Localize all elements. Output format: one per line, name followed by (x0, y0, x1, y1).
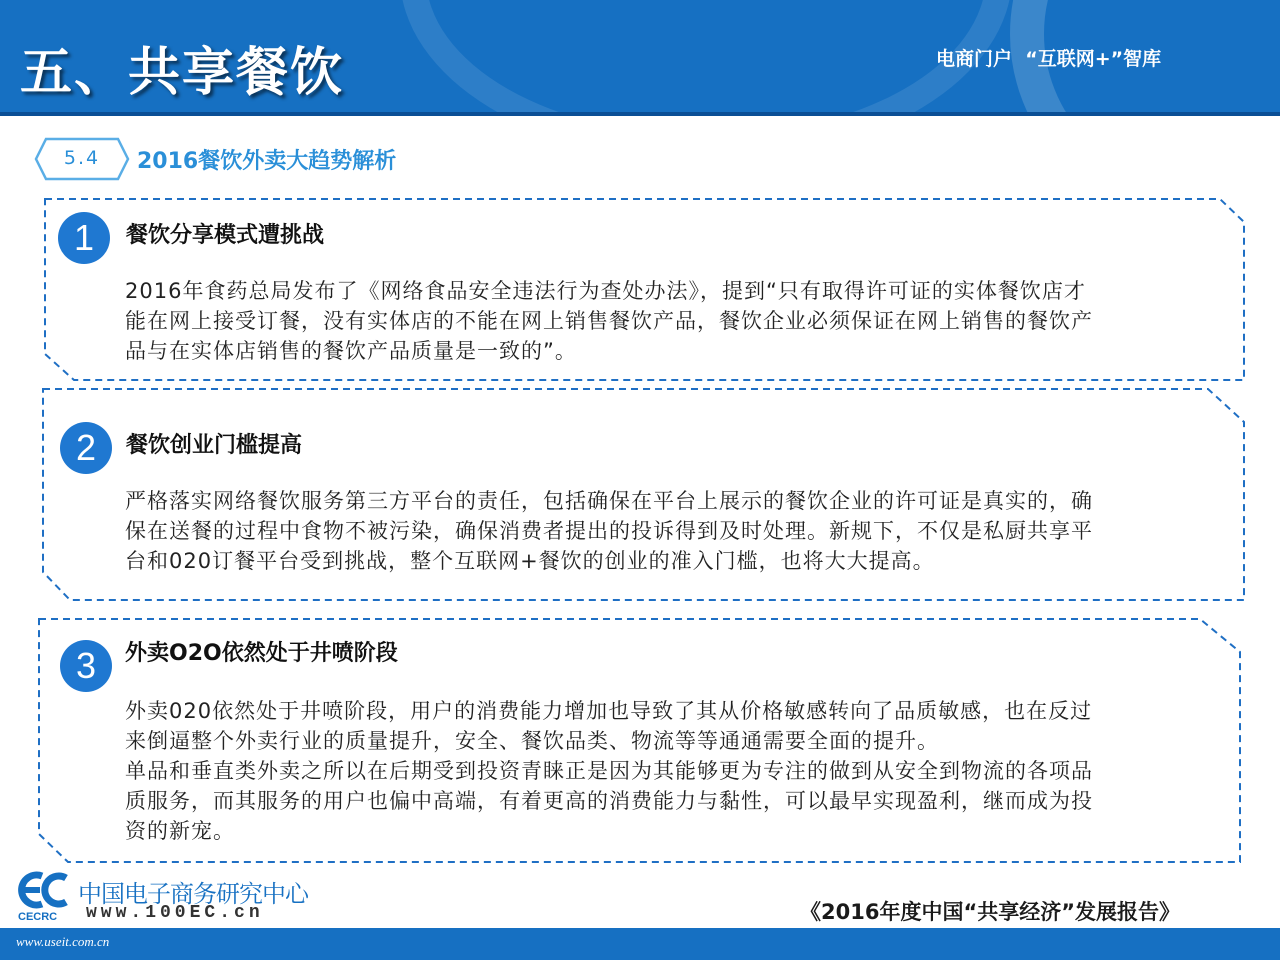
card-body (125, 696, 1235, 846)
card-number-badge: 3 (60, 640, 112, 692)
trend-card-3 (34, 616, 1244, 866)
card-line: 质服务，而其服务的用户也偏中高端，有着更高的消费能力与黏性，可以最早实现盈利，继而成为投 (125, 789, 1093, 813)
card-title: 餐饮分享模式遭挑战 (126, 223, 325, 248)
card-line: 能在网上接受订餐，没有实体店的不能在网上销售餐饮产品，餐饮企业必须保证在网上销售的餐饮产 (125, 309, 1093, 333)
brand-tagline: 电商门户 “互联网+”智库 (936, 48, 1162, 70)
trend-card-2 (38, 386, 1248, 604)
card-body (125, 276, 1235, 366)
page-title: 五、共享餐饮 (20, 43, 345, 103)
card-title: 外卖O2O依然处于井喷阶段 (125, 641, 398, 666)
card-number-badge: 2 (60, 422, 112, 474)
card-line: 单品和垂直类外卖之所以在后期受到投资青睐正是因为其能够更为专注的做到从安全到物流的各项品 (125, 759, 1093, 783)
card-line: 资的新宠。 (125, 819, 235, 843)
header-rule (0, 112, 1280, 116)
card-number-badge: 1 (58, 212, 110, 264)
section-number: 5.4 (63, 147, 101, 169)
logo-url: www.100EC.cn (86, 903, 264, 923)
report-title: 《2016年度中国“共享经济”发展报告》 (800, 900, 1181, 924)
card-line: 2016年食药总局发布了《网络食品安全违法行为查处办法》，提到“只有取得许可证的实体餐饮店才 (125, 279, 1086, 303)
trend-card-1 (40, 196, 1248, 384)
footer-bar (0, 928, 1280, 960)
background-arc-icon (400, 0, 1012, 116)
cecrc-logo-icon (16, 870, 72, 910)
card-body (125, 486, 1235, 576)
section-number-badge (34, 137, 130, 181)
card-title: 餐饮创业门槛提高 (126, 433, 303, 458)
watermark-url: www.useit.com.cn (16, 934, 110, 949)
card-line: 保在送餐的过程中食物不被污染，确保消费者提出的投诉得到及时处理。新规下，不仅是私厨共享平 (125, 519, 1093, 543)
card-line: 严格落实网络餐饮服务第三方平台的责任，包括确保在平台上展示的餐饮企业的许可证是真实的，确 (125, 489, 1093, 513)
card-line: 外卖020依然处于井喷阶段，用户的消费能力增加也导致了其从价格敏感转向了品质敏感，也在反过 (125, 699, 1093, 723)
card-line: 品与在实体店销售的餐饮产品质量是一致的”。 (125, 339, 577, 363)
logo-name: 中国电子商务研究中心 (78, 880, 308, 908)
section-title: 2016餐饮外卖大趋势解析 (137, 149, 397, 174)
logo-abbreviation: CECRC (18, 911, 58, 923)
card-line: 来倒逼整个外卖行业的质量提升，安全、餐饮品类、物流等等通通需要全面的提升。 (125, 729, 939, 753)
card-line: 台和020订餐平台受到挑战，整个互联网+餐饮的创业的准入门槛，也将大大提高。 (125, 549, 935, 573)
